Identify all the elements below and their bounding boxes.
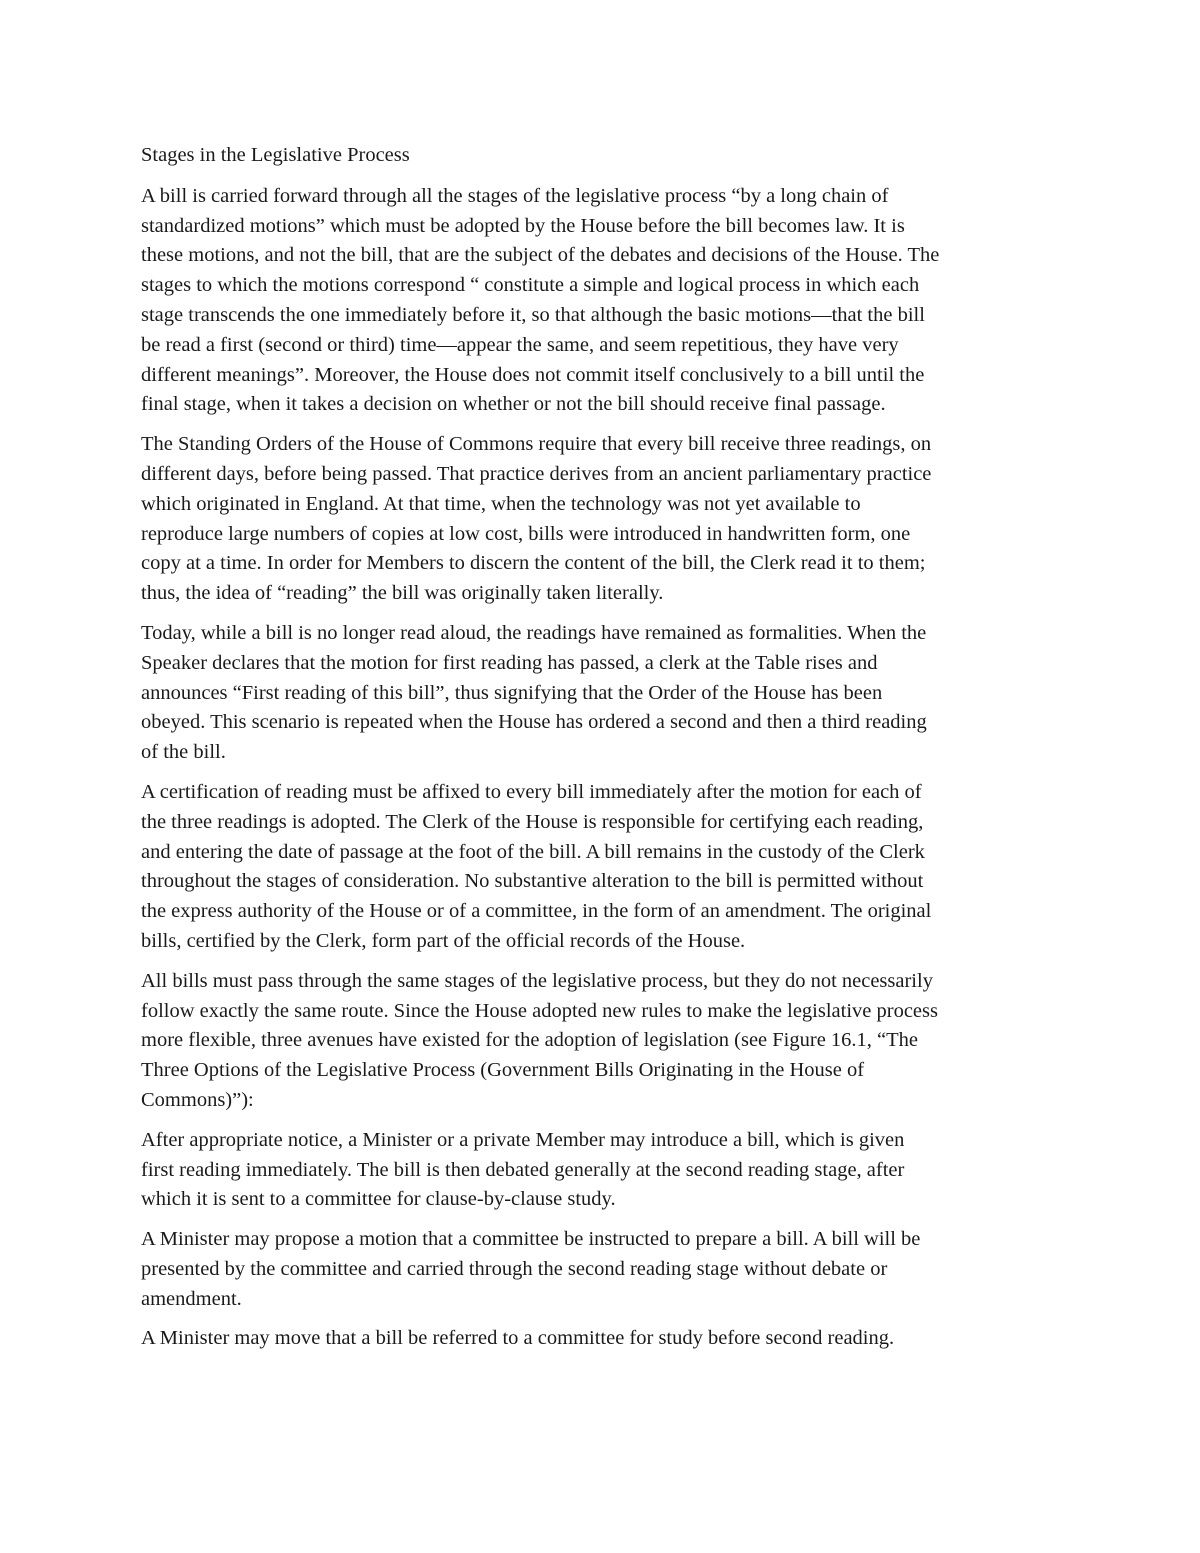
paragraph-line: of the bill.: [141, 741, 226, 764]
paragraph-line: different days, before being passed. That practice derives from an ancient parliamentary practice: [141, 462, 932, 485]
paragraph-line: stage transcends the one immediately before it, so that although the basic motions—that the bill: [141, 303, 925, 326]
paragraph-line: Commons)”):: [141, 1088, 254, 1111]
paragraph-line: copy at a time. In order for Members to discern the content of the bill, the Clerk read it to them;: [141, 552, 926, 575]
paragraph-line: Today, while a bill is no longer read aloud, the readings have remained as formalities. When the: [141, 621, 927, 644]
paragraph: [141, 1225, 1066, 1314]
paragraph: [141, 967, 1066, 1116]
paragraph: [141, 778, 1066, 957]
paragraph-line: different meanings”. Moreover, the House does not commit itself conclusively to a bill until the: [141, 363, 925, 386]
paragraph: [141, 430, 1066, 609]
paragraph-line: presented by the committee and carried through the second reading stage without debate or: [141, 1257, 888, 1280]
paragraph-line: final stage, when it takes a decision on whether or not the bill should receive final passage.: [141, 393, 886, 416]
paragraph-line: obeyed. This scenario is repeated when the House has ordered a second and then a third reading: [141, 711, 927, 734]
paragraph-line: After appropriate notice, a Minister or a private Member may introduce a bill, which is given: [141, 1128, 905, 1151]
paragraph-line: stages to which the motions correspond “ constitute a simple and logical process in which each: [141, 274, 920, 297]
paragraph: [141, 619, 1066, 768]
paragraph-line: follow exactly the same route. Since the House adopted new rules to make the legislative process: [141, 999, 938, 1022]
paragraph-line: bills, certified by the Clerk, form part of the official records of the House.: [141, 929, 746, 952]
paragraph-line: be read a first (second or third) time—appear the same, and seem repetitious, they have very: [141, 333, 899, 356]
paragraph-line: the three readings is adopted. The Clerk of the House is responsible for certifying each reading,: [141, 810, 924, 833]
paragraph-line: Speaker declares that the motion for first reading has passed, a clerk at the Table rises and: [141, 651, 878, 674]
paragraph-line: these motions, and not the bill, that are the subject of the debates and decisions of the House. The: [141, 244, 940, 267]
paragraph: [141, 1126, 1066, 1215]
paragraph-line: thus, the idea of “reading” the bill was originally taken literally.: [141, 582, 664, 605]
paragraph-line: The Standing Orders of the House of Commons require that every bill receive three readings, on: [141, 433, 932, 456]
paragraph-line: Three Options of the Legislative Process (Government Bills Originating in the House of: [141, 1059, 865, 1082]
paragraph: [141, 182, 1066, 420]
paragraph-list: [141, 182, 1066, 1354]
paragraph-line: reproduce large numbers of copies at low cost, bills were introduced in handwritten form, one: [141, 522, 911, 545]
paragraph-line: the express authority of the House or of a committee, in the form of an amendment. The original: [141, 900, 932, 923]
paragraph-line: standardized motions” which must be adopted by the House before the bill becomes law. It is: [141, 214, 905, 237]
paragraph-line: amendment.: [141, 1287, 242, 1310]
document-body: [141, 141, 1066, 1364]
paragraph-line: and entering the date of passage at the foot of the bill. A bill remains in the custody of the Clerk: [141, 840, 925, 863]
paragraph-line: throughout the stages of consideration. No substantive alteration to the bill is permitted without: [141, 870, 924, 893]
paragraph-line: announces “First reading of this bill”, thus signifying that the Order of the House has been: [141, 681, 883, 704]
paragraph-line: which it is sent to a committee for clause-by-clause study.: [141, 1188, 616, 1211]
paragraph-line: A certification of reading must be affixed to every bill immediately after the motion for each of: [141, 780, 922, 803]
paragraph-line: All bills must pass through the same stages of the legislative process, but they do not necessarily: [141, 969, 933, 992]
paragraph: [141, 1324, 1066, 1354]
document-title: Stages in the Legislative Process: [141, 144, 410, 166]
paragraph-line: more flexible, three avenues have existed for the adoption of legislation (see Figure 16.1, “The: [141, 1029, 919, 1052]
paragraph-line: first reading immediately. The bill is then debated generally at the second reading stage, after: [141, 1158, 905, 1181]
paragraph-line: which originated in England. At that time, when the technology was not yet available to: [141, 492, 861, 515]
paragraph-line: A Minister may propose a motion that a committee be instructed to prepare a bill. A bill will be: [141, 1228, 921, 1251]
paragraph-line: A Minister may move that a bill be referred to a committee for study before second reading.: [141, 1327, 895, 1350]
paragraph-line: A bill is carried forward through all the stages of the legislative process “by a long chain of: [141, 184, 889, 207]
